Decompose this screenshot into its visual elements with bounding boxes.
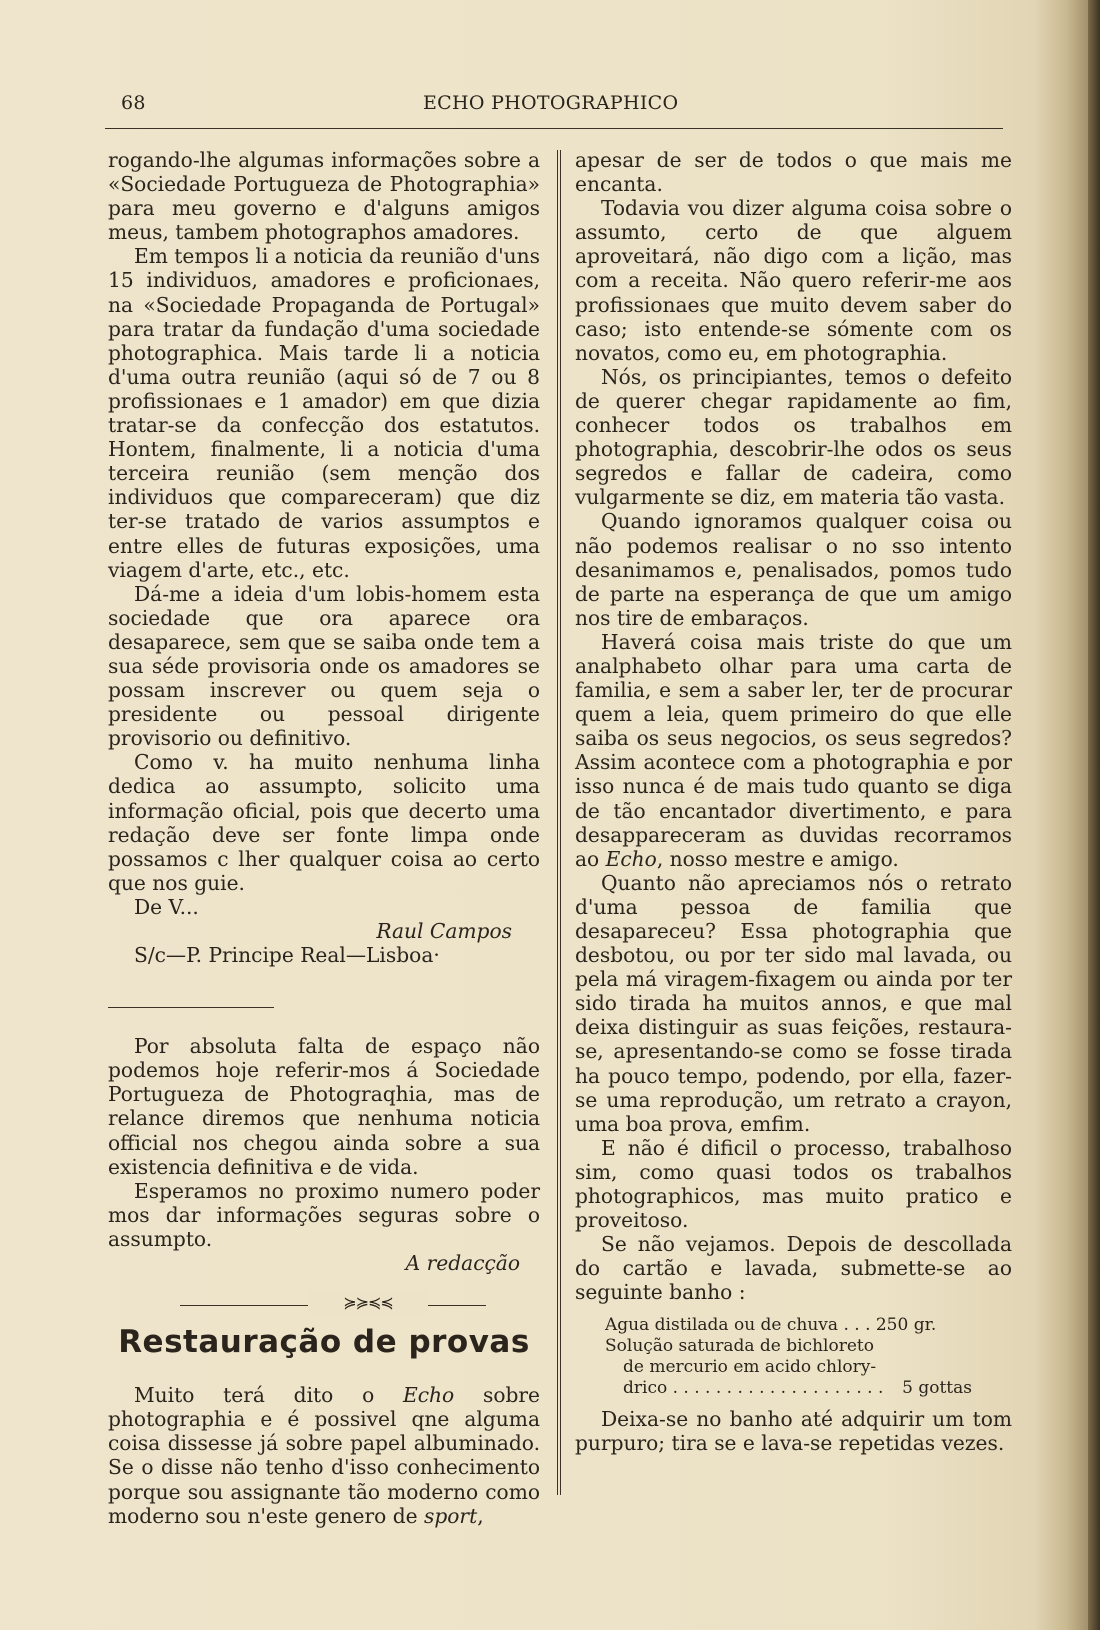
- article-paragraph: Quanto não apreciamos nós o retrato d'uma pessoa de familia que desapareceu? Essa photographia que desbotou, ou por ter sido mal lavada, ou pela má viragem-fixagem ou ainda por ter sido tirada ha muitos annos, e que mal deixa distinguir as suas feições, restaura-se, apresentando-se como se fosse tirada ha pouco tempo, podendo, por ella, fazer-se uma reprodução, um retrato a crayon, uma boa prova, emfim.: [575, 870, 1012, 1136]
- article-text: , nosso mestre e amigo.: [656, 846, 899, 871]
- article-title: Restauração de provas: [118, 1324, 530, 1361]
- journal-name-italic: Echo: [605, 846, 657, 871]
- letter-closing: De V...: [134, 894, 199, 919]
- letter-paragraph: rogando-lhe algumas informações sobre a «Sociedade Portugueza de Photographia» para meu governo e d'alguns amigos meus, tambem photographos amadores.: [108, 148, 540, 245]
- recipe-line: de mercurio em acido chlory-: [623, 1356, 877, 1377]
- article-paragraph: [575, 630, 1012, 871]
- journal-title: ECHO PHOTOGRAPHICO: [423, 92, 679, 114]
- article-paragraph: Todavia vou dizer alguma coisa sobre o assumto, certo de que alguem aproveitará, não digo com a lição, mas com a receita. Não quero referir-me aos profissionaes que muito devem saber do caso; isto entende-se sómente com os novatos, como eu, em photographia.: [575, 196, 1012, 365]
- left-column: [108, 148, 540, 1528]
- recipe-block: [575, 1315, 1012, 1399]
- recipe-amount: 5 gottas: [902, 1377, 972, 1398]
- sport-italic: sport: [423, 1503, 478, 1528]
- article-text: Haverá coisa mais triste do que um analphabeto olhar para uma carta de familia, e sem a saber ler, ter de procurar quem a leia, quem primeiro do que elle saiba os seus negocios, os seus segredos? Assim acontece com a photographia e por isso nunca é de mais tudo quanto se diga de tão encantador divertimento, e para desappareceram as duvidas recorramos ao: [575, 629, 1012, 871]
- editorial-note: Esperamos no proximo numero poder mos dar informações seguras sobre o assumpto.: [108, 1178, 540, 1251]
- header-rule: [105, 128, 1003, 129]
- article-paragraph: [108, 1383, 540, 1528]
- page-edge: [1088, 0, 1100, 1630]
- ornament-glyph: ≽≽≼≼: [308, 1291, 428, 1315]
- letter-paragraph: Em tempos li a noticia da reunião d'uns 15 individuos, amadores e proficionaes, na «Sociedade Propaganda de Portugal» para tratar da fundação d'uma sociedade photographica. Mais tarde li a noticia d'uma outra reunião (aqui só de 7 ou 8 profissionaes e 1 amador) em que dizia tratar-se da confecção dos estatutos. Hontem, finalmente, li a noticia d'uma terceira reunião (sem menção dos individuos que compareceram) que diz ter-se tratado de varios assumptos e entre elles de futuras exposições, uma viagem d'arte, etc., etc.: [108, 244, 540, 582]
- recipe-ingredient: drico . . . . . . . . . . . . . . . . . . . .: [623, 1377, 884, 1398]
- article-paragraph: Nós, os principiantes, temos o defeito de querer chegar rapidamente ao fim, conhecer todos os trabalhos em photographia, descobrir-lhe odos os seus segredos e fallar de cadeira, como vulgarmente se diz, em materia tão vasta.: [575, 364, 1012, 510]
- recipe-line-last: [605, 1378, 1012, 1399]
- article-paragraph: E não é dificil o processo, trabalhoso sim, como quasi todos os trabalhos photographicos, mas muito pratico e proveitoso.: [575, 1135, 1012, 1233]
- recipe-line: Solução saturada de bichloreto: [605, 1335, 874, 1356]
- editorial-note: Por absoluta falta de espaço não podemos hoje referir-mos á Sociedade Portugueza de Photograqhia, mas de relance diremos que nenhuma noticia official nos chegou ainda sobre a sua existencia definitiva e de vida.: [108, 1034, 540, 1179]
- column-divider: [557, 150, 561, 1495]
- ornamental-divider: [108, 1293, 540, 1313]
- article-paragraph: Quando ignoramos qualquer coisa ou não podemos realisar o no sso intento desanimamos e, penalisados, pomos tudo de parte na esperança de que um amigo nos tire de embaraços.: [575, 509, 1012, 630]
- article-paragraph: Se não vejamos. Depois de descollada do cartão e lavada, submette-se ao seguinte banho :: [575, 1232, 1012, 1305]
- article-text: Muito terá dito o: [134, 1383, 403, 1408]
- letter-signature: Raul Campos: [376, 919, 512, 943]
- article-paragraph: apesar de ser de todos o que mais me encanta.: [575, 148, 1012, 197]
- letter-paragraph: Dá-me a ideia d'um lobis-homem esta sociedade que ora aparece ora desaparece, sem que se saiba onde tem a sua séde provisoria onde os amadores se possam inscrever ou quem seja o presidente ou pessoal dirigente provisorio ou definitivo.: [108, 581, 540, 751]
- journal-name-italic: Echo: [403, 1383, 455, 1408]
- editorial-signature: A redacção: [405, 1251, 520, 1276]
- recipe-line: Agua distilada ou de chuva . . . 250 gr.: [605, 1314, 937, 1335]
- letter-paragraph: Como v. ha muito nenhuma linha dedica ao assumpto, solicito uma informação oficial, pois que decerto uma redação deve ser fonte limpa onde possamos c lher qualquer coisa ao certo que nos guie.: [108, 750, 540, 895]
- page-number: 68: [121, 92, 146, 114]
- article-paragraph: Deixa-se no banho até adquirir um tom purpuro; tira se e lava-se repetidas vezes.: [575, 1406, 1012, 1455]
- section-separator: [108, 1007, 274, 1008]
- letter-address: S/c—P. Principe Real—Lisboa·: [134, 943, 440, 968]
- right-column: [575, 148, 1012, 1455]
- article-text: sobre photographia e é possivel qne alguma coisa dissesse já sobre papel albuminado. Se o disse não tenho d'isso conhecimento porque sou assignante tão moderno como moderno sou n'este genero de: [108, 1383, 541, 1528]
- article-text: ,: [477, 1503, 484, 1528]
- running-header: [105, 92, 1003, 118]
